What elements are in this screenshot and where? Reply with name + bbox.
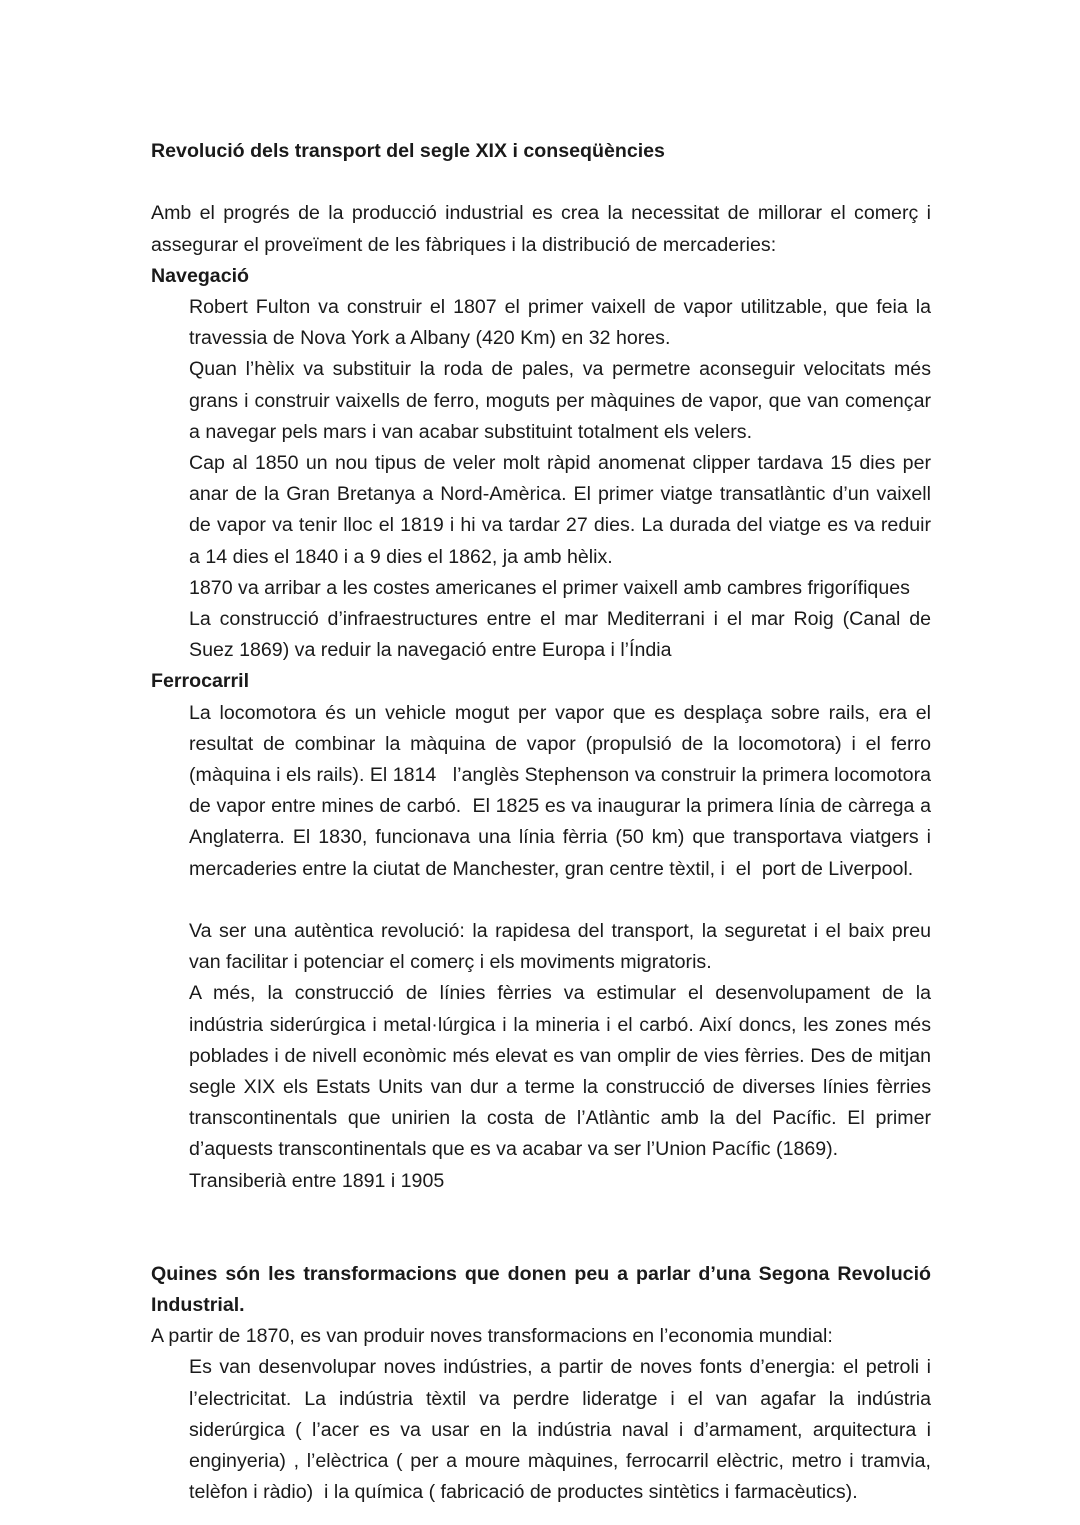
intro-paragraph: Amb el progrés de la producció industrial es crea la necessitat de millorar el comerç i assegurar el proveïment de les fàbriques i la distribució de mercaderies: [151,202,937,256]
question-body-paragraph: Es van desenvolupar noves indústries, a partir de noves fonts d’energia: el petroli i l’electricitat. La indústria tèxtil va perdre lideratge i el van agafar la indústria siderúrgica ( l’acer es va usar en la indústria naval i d’armament, arquitectura i enginyeria) , l’elèctrica ( per a moure màquines, ferrocarril elèctric, metro i tramvia, telèfon i ràdio) i la química ( fabricació de productes sintètics i farmacèutics). [189,1356,937,1504]
question-intro-paragraph: A partir de 1870, es van produir noves transformacions en l’economia mundial: [151,1325,833,1348]
section-gap [151,1197,931,1259]
spacer-in-ferrocarril [151,885,931,916]
question-heading: Quines són les transformacions que donen peu a parlar d’una Segona Revolució Industrial. [151,1262,937,1317]
ferrocarril-paragraph-locomotora: La locomotora és un vehicle mogut per vapor que es desplaça sobre rails, era el resultat de combinar la màquina de vapor (propulsió de la locomotora) i el ferro (màquina i els rails). El 1814 l’anglès Stephenson va construir la primera locomotora de vapor entre mines de carbó. El 1825 es va inaugurar la primera línia de càrrega a Anglaterra. El 1830, funcionava una línia fèrria (50 km) que transportava viatgers i mercaderies entre la ciutat de Manchester, gran centre tèxtil, i el port de Liverpool. [189,701,937,880]
ferrocarril-paragraph-siderurgica: A més, la construcció de línies fèrries va estimular el desenvolupament de la indústria siderúrgica i metal·lúrgica i la mineria i el carbó. Així doncs, les zones més poblades i de nivell econòmic més elevat es van omplir de vies fèrries. Des de mitjan segle XIX els Estats Units van dur a terme la construcció de diverses línies fèrries transcontinentals que unirien la costa de l’Atlàntic amb la del Pacífic. El primer d’aquests transcontinentals que es va acabar va ser l’Union Pacífic (1869). [189,982,937,1161]
spacer-after-title [151,167,931,198]
section-heading-ferrocarril: Ferrocarril [151,670,250,693]
document-body [151,136,937,1509]
navegacio-paragraph-helix: Quan l’hèlix va substituir la roda de pales, va permetre aconseguir velocitats més grans i construir vaixells de ferro, moguts per màquines de vapor, que van començar a navegar pels mars i van acabar substituint totalment els velers. [189,358,937,443]
document-title-heading: Revolució dels transport del segle XIX i conseqüències [151,140,665,162]
navegacio-paragraph-frigorifiques: 1870 va arribar a les costes americanes el primer vaixell amb cambres frigorífiques [189,576,910,599]
section-heading-navegacio: Navegació [151,264,250,287]
navegacio-paragraph-clipper: Cap al 1850 un nou tipus de veler molt ràpid anomenat clipper tardava 15 dies per anar de la Gran Bretanya a Nord-Amèrica. El primer viatge transatlàntic d’un vaixell de vapor va tenir lloc el 1819 i hi va tardar 27 dies. La durada del viatge es va reduir a 14 dies el 1840 i a 9 dies el 1862, ja amb hèlix. [189,452,937,568]
navegacio-paragraph-fulton: Robert Fulton va construir el 1807 el primer vaixell de vapor utilitzable, que feia la travessia de Nova York a Albany (420 Km) en 32 hores. [189,296,937,350]
navegacio-paragraph-suez: La construcció d’infraestructures entre el mar Mediterrani i el mar Roig (Canal de Suez 1869) va reduir la navegació entre Europa i l’Índia [189,608,937,662]
ferrocarril-paragraph-revolucio: Va ser una autèntica revolució: la rapidesa del transport, la seguretat i el baix preu van facilitar i potenciar el comerç i els moviments migratoris. [189,920,937,974]
ferrocarril-paragraph-transiberia: Transiberià entre 1891 i 1905 [189,1169,445,1192]
